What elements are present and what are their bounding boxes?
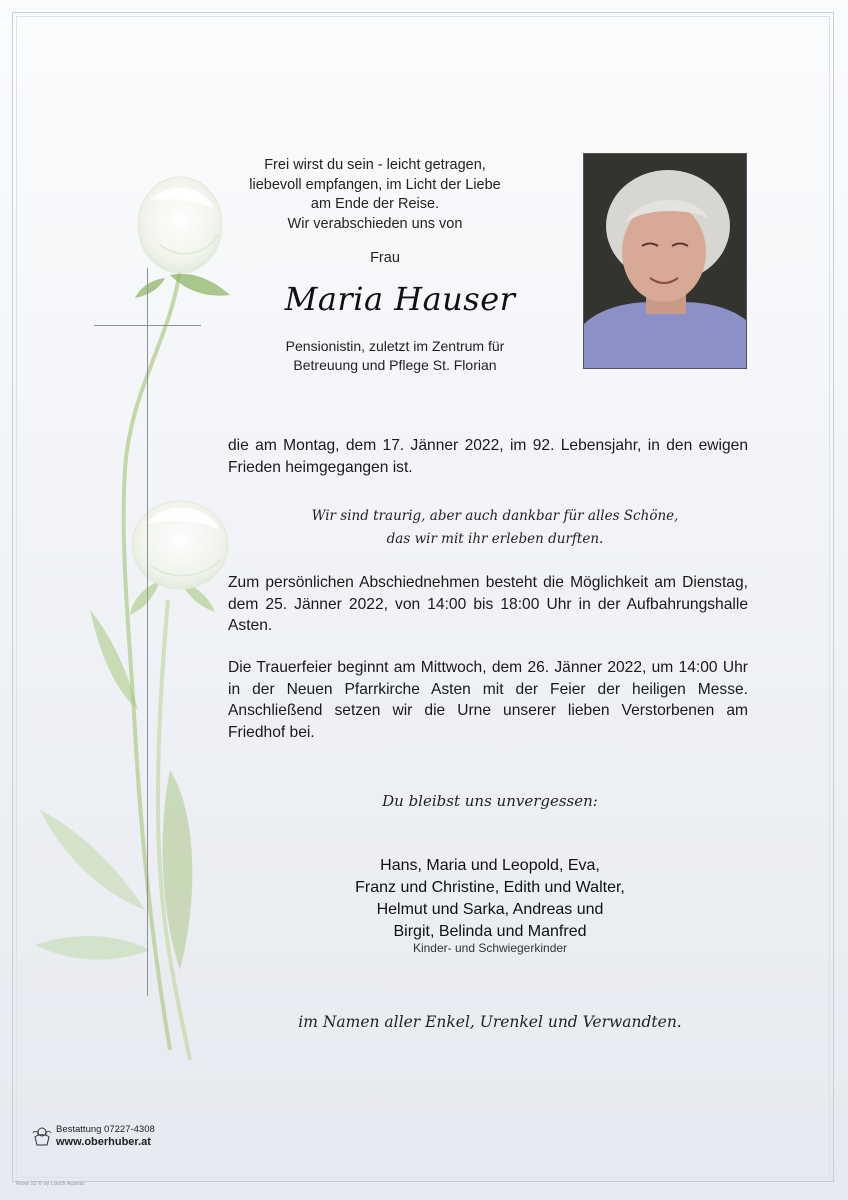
deceased-name: Maria Hauser [284,280,516,318]
poem-line: liebevoll empfangen, im Licht der Liebe [249,176,501,193]
cross-horizontal-line [94,325,201,326]
poem-line: Frei wirst du sein - leicht getragen, [264,157,486,173]
closing-line: im Namen aller Enkel, Urenkel und Verwandten. [298,1013,682,1031]
occupation-line: Pensionistin, zuletzt im Zentrum für [285,338,505,354]
family-list [290,855,690,943]
family-line: Helmut und Sarka, Andreas und [376,901,604,918]
quote-line: Wir sind traurig, aber auch dankbar für alles Schöne, [311,508,679,524]
viewing-info: Zum persönlichen Abschiednehmen besteht die Möglichkeit am Dienstag, dem 25. Jänner 2022, von 14:00 bis 18:00 Uhr in der Aufbahrungshalle Asten. [228,574,748,634]
quote [300,505,690,551]
footer-website-link[interactable]: www.oberhuber.at [56,1136,151,1148]
death-notice: die am Montag, dem 17. Jänner 2022, im 92. Lebensjahr, in den ewigen Frieden heimgegangen ist. [228,437,748,476]
family-caption: Kinder- und Schwiegerkinder [412,941,568,955]
occupation [240,337,550,374]
poem-line: am Ende der Reise. [310,196,440,212]
copyright-note: Rose 10 © by Lösch Austria [16,1181,84,1187]
ceremony-info: Die Trauerfeier beginnt am Mittwoch, dem 26. Jänner 2022, um 14:00 Uhr in der Neuen Pfarrkirche Asten mit der Feier der heiligen Messe. Anschließend setzen wir die Urne unserer lieben Verstorbenen am Friedhof bei. [228,659,748,741]
portrait-photo [583,153,747,369]
quote-line: das wir mit ihr erleben durften. [386,531,604,547]
family-line: Birgit, Belinda und Manfred [393,923,587,940]
family-line: Hans, Maria und Leopold, Eva, [380,857,600,874]
poem-line: Wir verabschieden uns von [287,215,463,232]
angel-logo-icon [32,1125,52,1147]
family-line: Franz und Christine, Edith und Walter, [355,879,625,896]
unvergessen-heading: Du bleibst uns unvergessen: [382,792,598,810]
occupation-line: Betreuung und Pflege St. Florian [293,356,497,373]
poem [230,156,520,234]
cross-vertical-line [147,268,148,996]
salutation: Frau [370,250,400,266]
rose-decoration-icon [20,170,260,1070]
footer-phone: Bestattung 07227-4308 [56,1124,155,1135]
